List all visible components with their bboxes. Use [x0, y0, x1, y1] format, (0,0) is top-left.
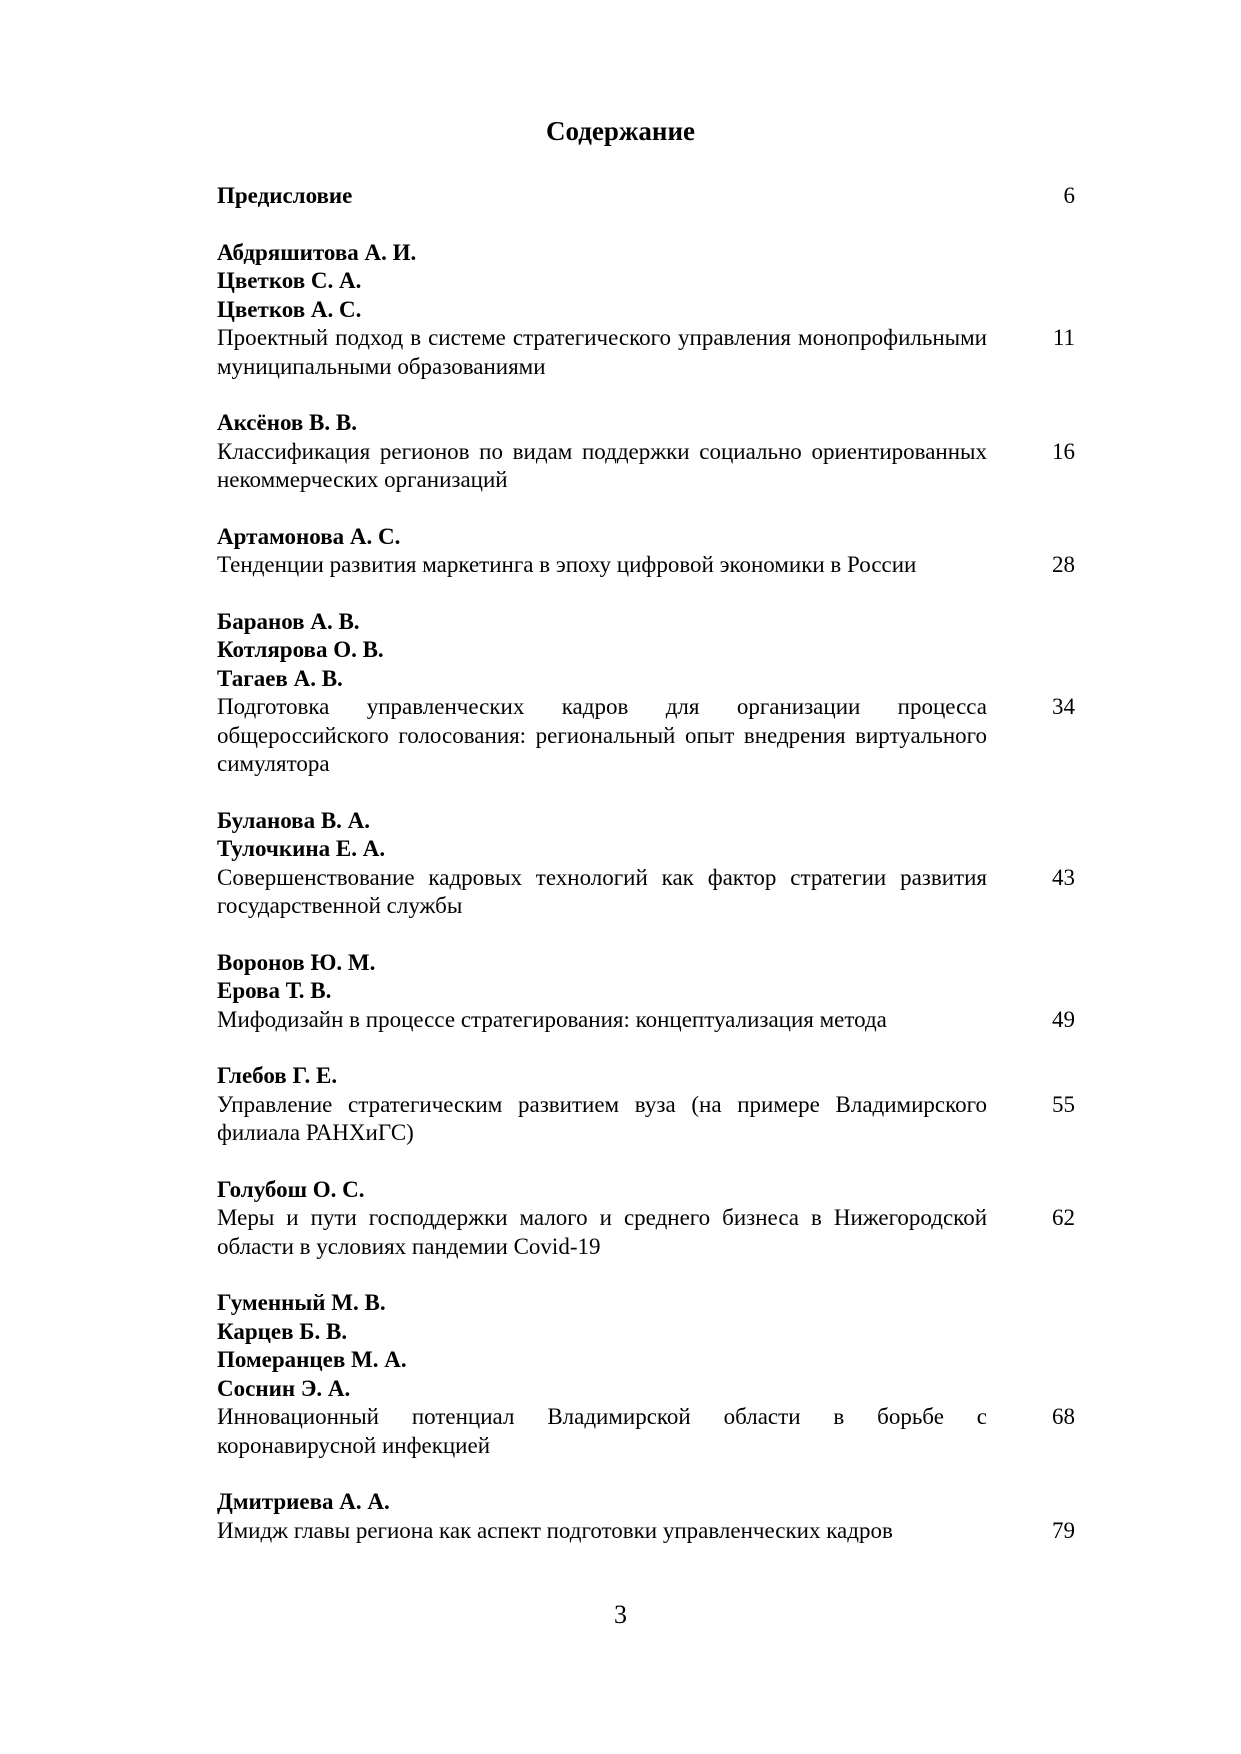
toc-entry [217, 807, 1075, 921]
toc-entry-author: Соснин Э. А. [217, 1375, 351, 1401]
toc-entry-author: Голубош О. С. [217, 1176, 365, 1202]
toc-entry-page-number: 6 [1063, 183, 1075, 208]
toc-entry-author: Тулочкина Е. А. [217, 836, 386, 861]
toc-entry-page-number: 68 [1052, 1404, 1075, 1429]
toc-entry-page-number: 49 [1052, 1006, 1075, 1032]
toc-entry-title: Совершенствование кадровых технологий как фактор стратегии развития государственной службы [217, 864, 987, 918]
toc-entry [217, 1488, 1075, 1545]
toc-entry-author: Баранов А. В. [217, 608, 360, 634]
toc-entry-page-number: 34 [1052, 694, 1075, 719]
toc-entry-authors [217, 807, 1075, 864]
toc-entry-author: Абдряшитова А. И. [217, 239, 417, 265]
toc-entry-authors [217, 949, 1075, 1006]
toc-entry [217, 1289, 1075, 1460]
toc-entry-authors [217, 409, 1075, 438]
toc-entry-authors [217, 239, 1075, 325]
toc-entry-author: Тагаев А. В. [217, 665, 343, 691]
toc-entry-page-number: 28 [1052, 552, 1075, 577]
toc-entry-page-number: 55 [1052, 1091, 1075, 1117]
toc-entry-page-number: 79 [1052, 1517, 1075, 1543]
toc-entry-title: Подготовка управленческих кадров для организации процесса общероссийского голосования: региональный опыт внедрения виртуального симулятора [217, 694, 987, 776]
toc-entry-author: Дмитриева А. А. [217, 1489, 390, 1514]
toc-entry [217, 608, 1075, 779]
toc-entry-title: Проектный подход в системе стратегического управления монопрофильными муниципальными образованиями [217, 325, 987, 379]
toc-entry-author: Цветков С. А. [217, 268, 362, 293]
toc-entry-title: Управление стратегическим развитием вуза (на примере Владимирского филиала РАНХиГС) [217, 1091, 987, 1145]
toc-entry-authors [217, 1062, 1075, 1091]
toc-entry-title: Меры и пути господдержки малого и среднего бизнеса в Нижегородской области в условиях пандемии Covid-19 [217, 1205, 987, 1259]
toc-entry-title: Имидж главы региона как аспект подготовки управленческих кадров [217, 1517, 893, 1543]
toc-entry-authors [217, 608, 1075, 694]
toc-entry-authors [217, 182, 1075, 211]
toc-entry-title: Мифодизайн в процессе стратегирования: концептуализация метода [217, 1006, 887, 1032]
toc-entry [217, 409, 1075, 495]
toc-entry-author: Буланова В. А. [217, 807, 371, 833]
toc-entry-author: Ерова Т. В. [217, 978, 332, 1003]
toc-entry-authors [217, 1176, 1075, 1205]
toc-entry-authors [217, 523, 1075, 552]
toc-entry-author: Артамонова А. С. [217, 523, 401, 549]
toc-entry-authors [217, 1488, 1075, 1517]
toc-entry-title: Классификация регионов по видам поддержки социально ориентированных некоммерческих организаций [217, 438, 987, 492]
toc-entry-author: Предисловие [217, 183, 353, 208]
toc-entry-page-number: 62 [1052, 1205, 1075, 1230]
page-title: Содержание [545, 116, 696, 146]
table-of-contents [217, 182, 1075, 1573]
toc-entry-author: Померанцев М. А. [217, 1347, 407, 1372]
toc-entry-authors [217, 1289, 1075, 1403]
toc-entry-page-number: 43 [1052, 864, 1075, 890]
toc-entry-author: Воронов Ю. М. [217, 949, 376, 975]
toc-entry-title: Инновационный потенциал Владимирской области в борьбе с коронавирусной инфекцией [217, 1404, 987, 1458]
toc-entry [217, 949, 1075, 1035]
toc-entry [217, 1176, 1075, 1262]
toc-entry [217, 523, 1075, 580]
toc-entry [217, 239, 1075, 382]
toc-entry-page-number: 16 [1052, 438, 1075, 464]
toc-entry-author: Котлярова О. В. [217, 637, 384, 662]
toc-entry-page-number: 11 [1052, 325, 1075, 350]
page-number: 3 [614, 1600, 627, 1629]
toc-entry [217, 182, 1075, 211]
toc-entry-author: Карцев Б. В. [217, 1318, 348, 1344]
toc-entry-author: Глебов Г. Е. [217, 1063, 338, 1088]
toc-entry [217, 1062, 1075, 1148]
toc-entry-author: Цветков А. С. [217, 296, 362, 322]
toc-entry-title: Тенденции развития маркетинга в эпоху цифровой экономики в России [217, 552, 917, 577]
toc-entry-author: Гуменный М. В. [217, 1290, 386, 1315]
toc-entry-author: Аксёнов В. В. [217, 410, 357, 435]
